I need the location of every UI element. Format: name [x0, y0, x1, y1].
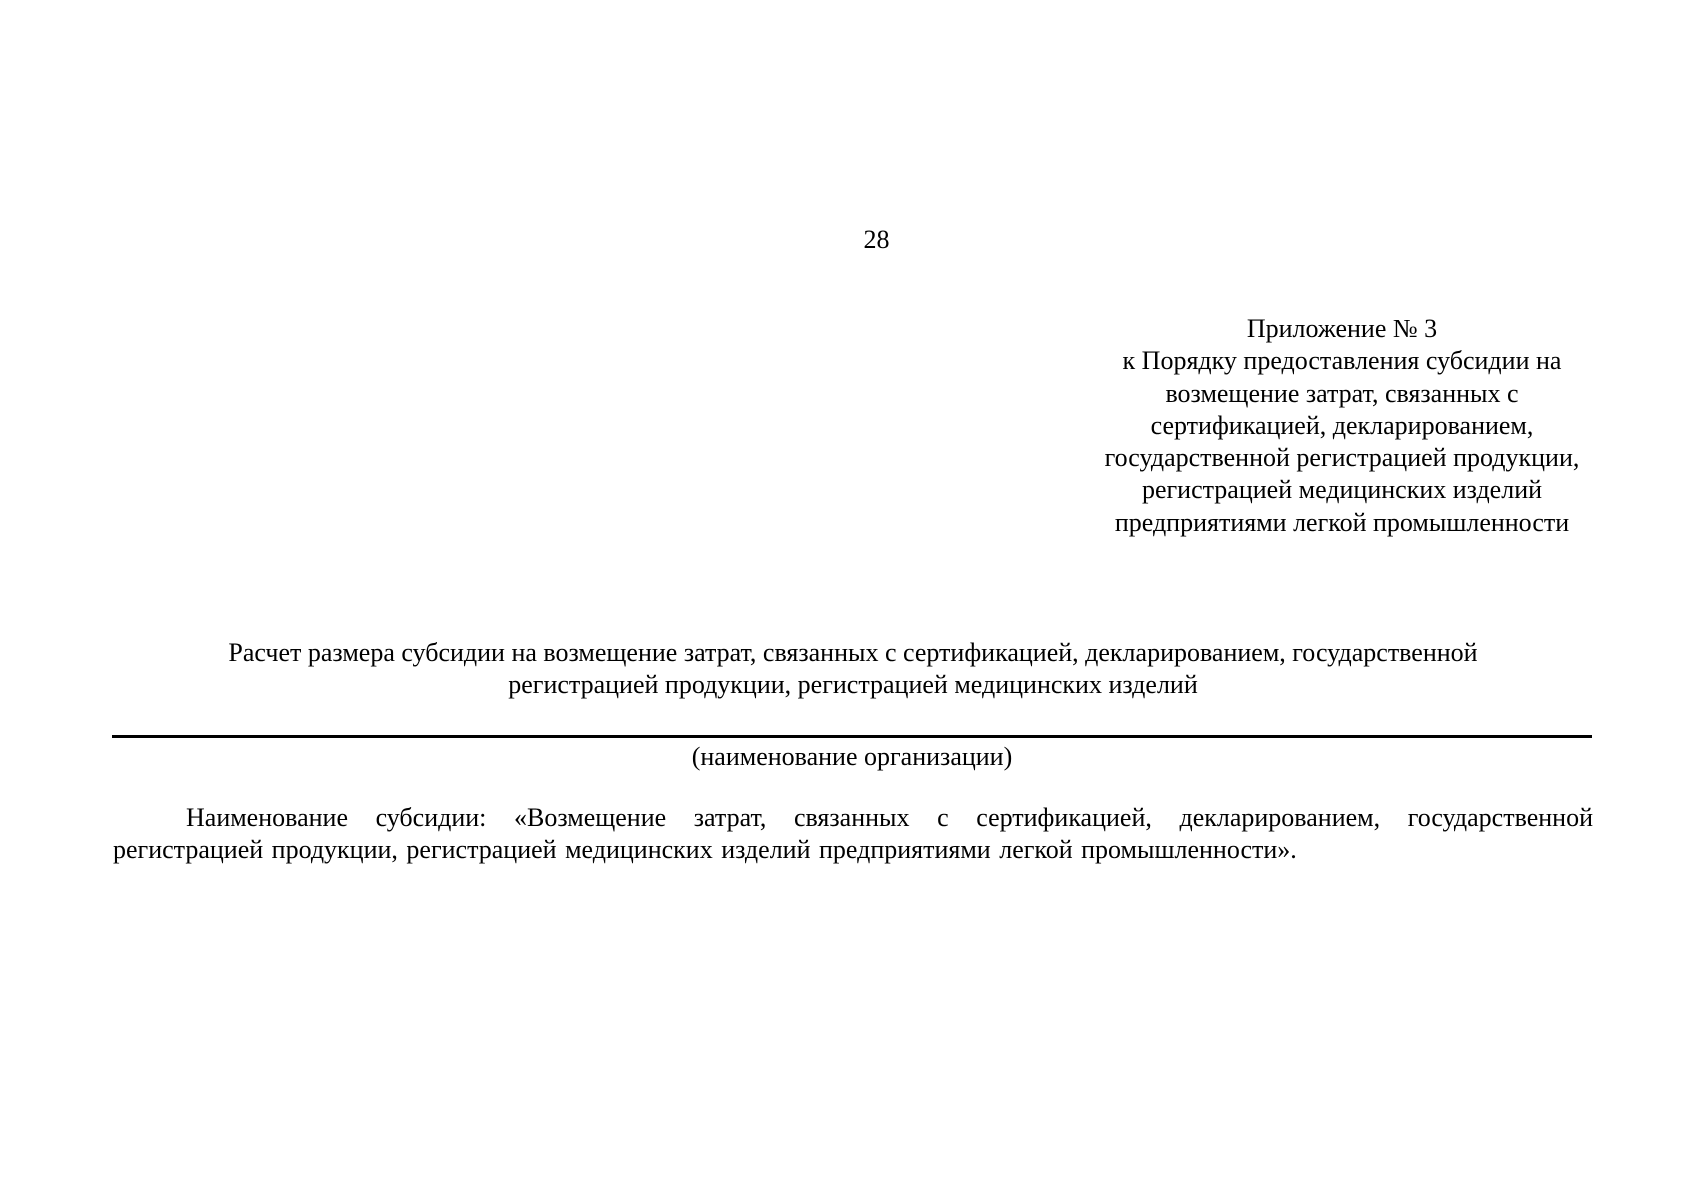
- appendix-line: регистрацией медицинских изделий: [1141, 475, 1543, 505]
- appendix-line: государственной регистрацией продукции,: [1104, 443, 1580, 473]
- document-title: [113, 637, 1593, 701]
- page-number: 28: [863, 225, 890, 254]
- document-title-line: Расчет размера субсидии на возмещение затрат, связанных с сертификацией, декларированием, государственной: [228, 638, 1478, 667]
- document-title-line: регистрацией продукции, регистрацией медицинских изделий: [508, 670, 1198, 699]
- appendix-line: сертификацией, декларированием,: [1150, 410, 1534, 440]
- appendix-line: предприятиями легкой промышленности: [1114, 507, 1570, 537]
- appendix-line: к Порядку предоставления субсидии на: [1122, 346, 1562, 376]
- appendix-title: Приложение № 3: [1246, 314, 1438, 343]
- organization-name-line: [112, 735, 1592, 738]
- appendix-line: возмещение затрат, связанных с: [1165, 378, 1519, 408]
- organization-name-caption: (наименование организации): [691, 742, 1013, 771]
- subsidy-name-paragraph: Наименование субсидии: «Возмещение затрат, связанных с сертификацией, декларированием, государственной регистрацией продукции, регистрацией медицинских изделий предприятиями легкой промышленности».: [113, 803, 1593, 864]
- appendix-reference: [1075, 313, 1609, 539]
